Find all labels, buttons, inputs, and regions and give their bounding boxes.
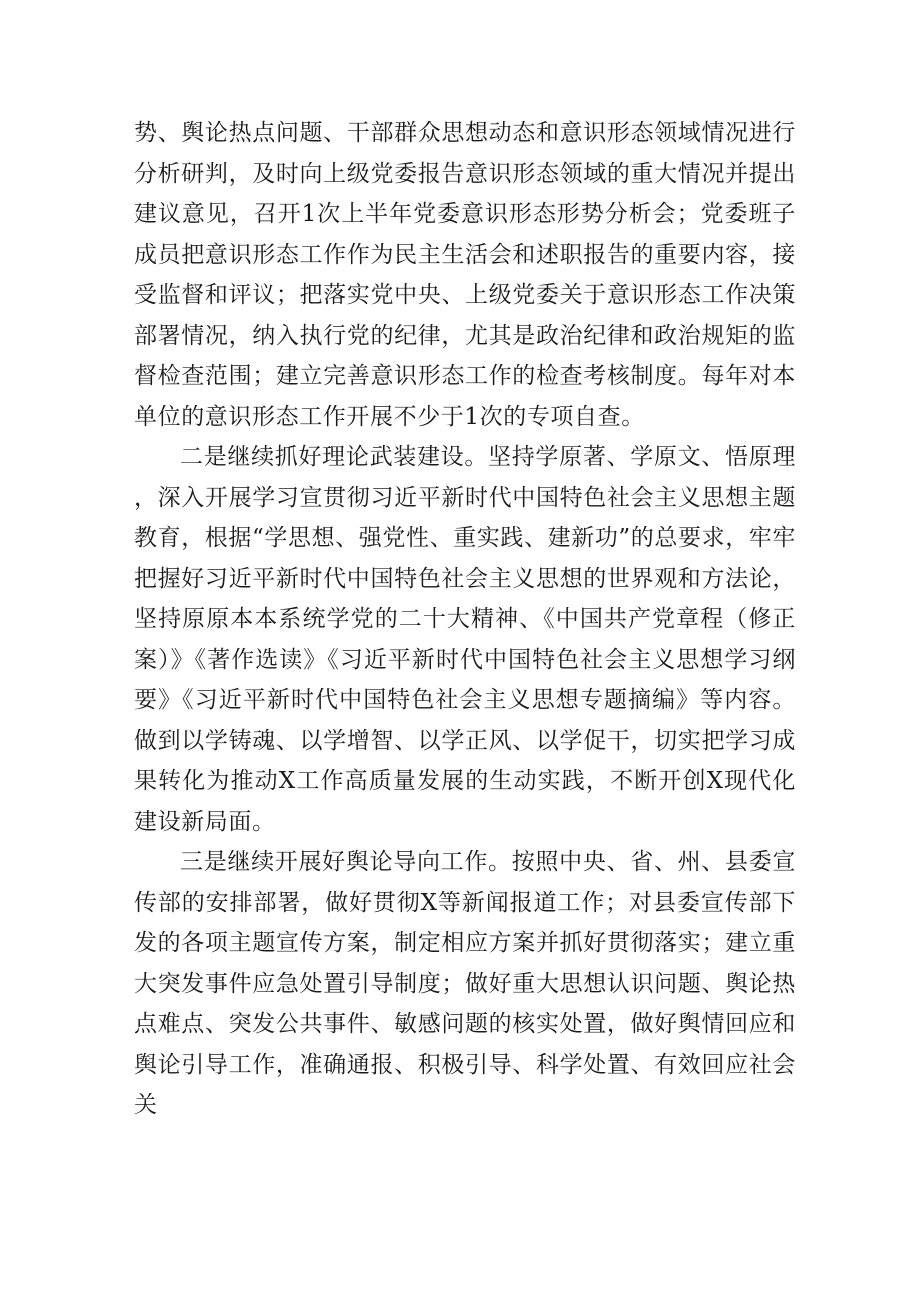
paragraph-3: 三是继续开展好舆论导向工作。按照中央、省、州、县委宣传部的安排部署，做好贯彻X等新闻报道工作；对县委宣传部下发的各项主题宣传方案，制定相应方案并抓好贯彻落实；建立重大突发事件应急处置引导制度；做好重大思想认识问题、舆论热点难点、突发公共事件、敏感问题的核实处置，做好舆情回应和舆论引导工作，准确通报、积极引导、科学处置、有效回应社会关 [134, 849, 796, 1118]
paragraph-1: 势、舆论热点问题、干部群众思想动态和意识形态领域情况进行分析研判，及时向上级党委报告意识形态领域的重大情况并提出建议意见，召开1次上半年党委意识形态形势分析会；党委班子成员把意识形态工作作为民主生活会和述职报告的重要内容，接受监督和评议；把落实党中央、上级党委关于意识形态工作决策部署情况，纳入执行党的纪律，尤其是政治纪律和政治规矩的监督检查范围；建立完善意识形态工作的检查考核制度。每年对本单位的意识形态工作开展不少于1次的专项自查。 [134, 120, 796, 430]
paragraph-2: 二是继续抓好理论武装建设。坚持学原著、学原文、悟原理，深入开展学习宣贯彻习近平新时代中国特色社会主义思想主题教育，根据“学思想、强党性、重实践、建新功”的总要求，牢牢把握好习近平新时代中国特色社会主义思想的世界观和方法论，坚持原原本本系统学党的二十大精神、《中国共产党章程（修正案）》《著作选读》《习近平新时代中国特色社会主义思想学习纲要》《习近平新时代中国特色社会主义思想专题摘编》等内容。做到以学铸魂、以学增智、以学正风、以学促干，切实把学习成果转化为推动X工作高质量发展的生动实践，不断开创X现代化建设新局面。 [134, 444, 796, 835]
document-body [134, 113, 796, 1126]
